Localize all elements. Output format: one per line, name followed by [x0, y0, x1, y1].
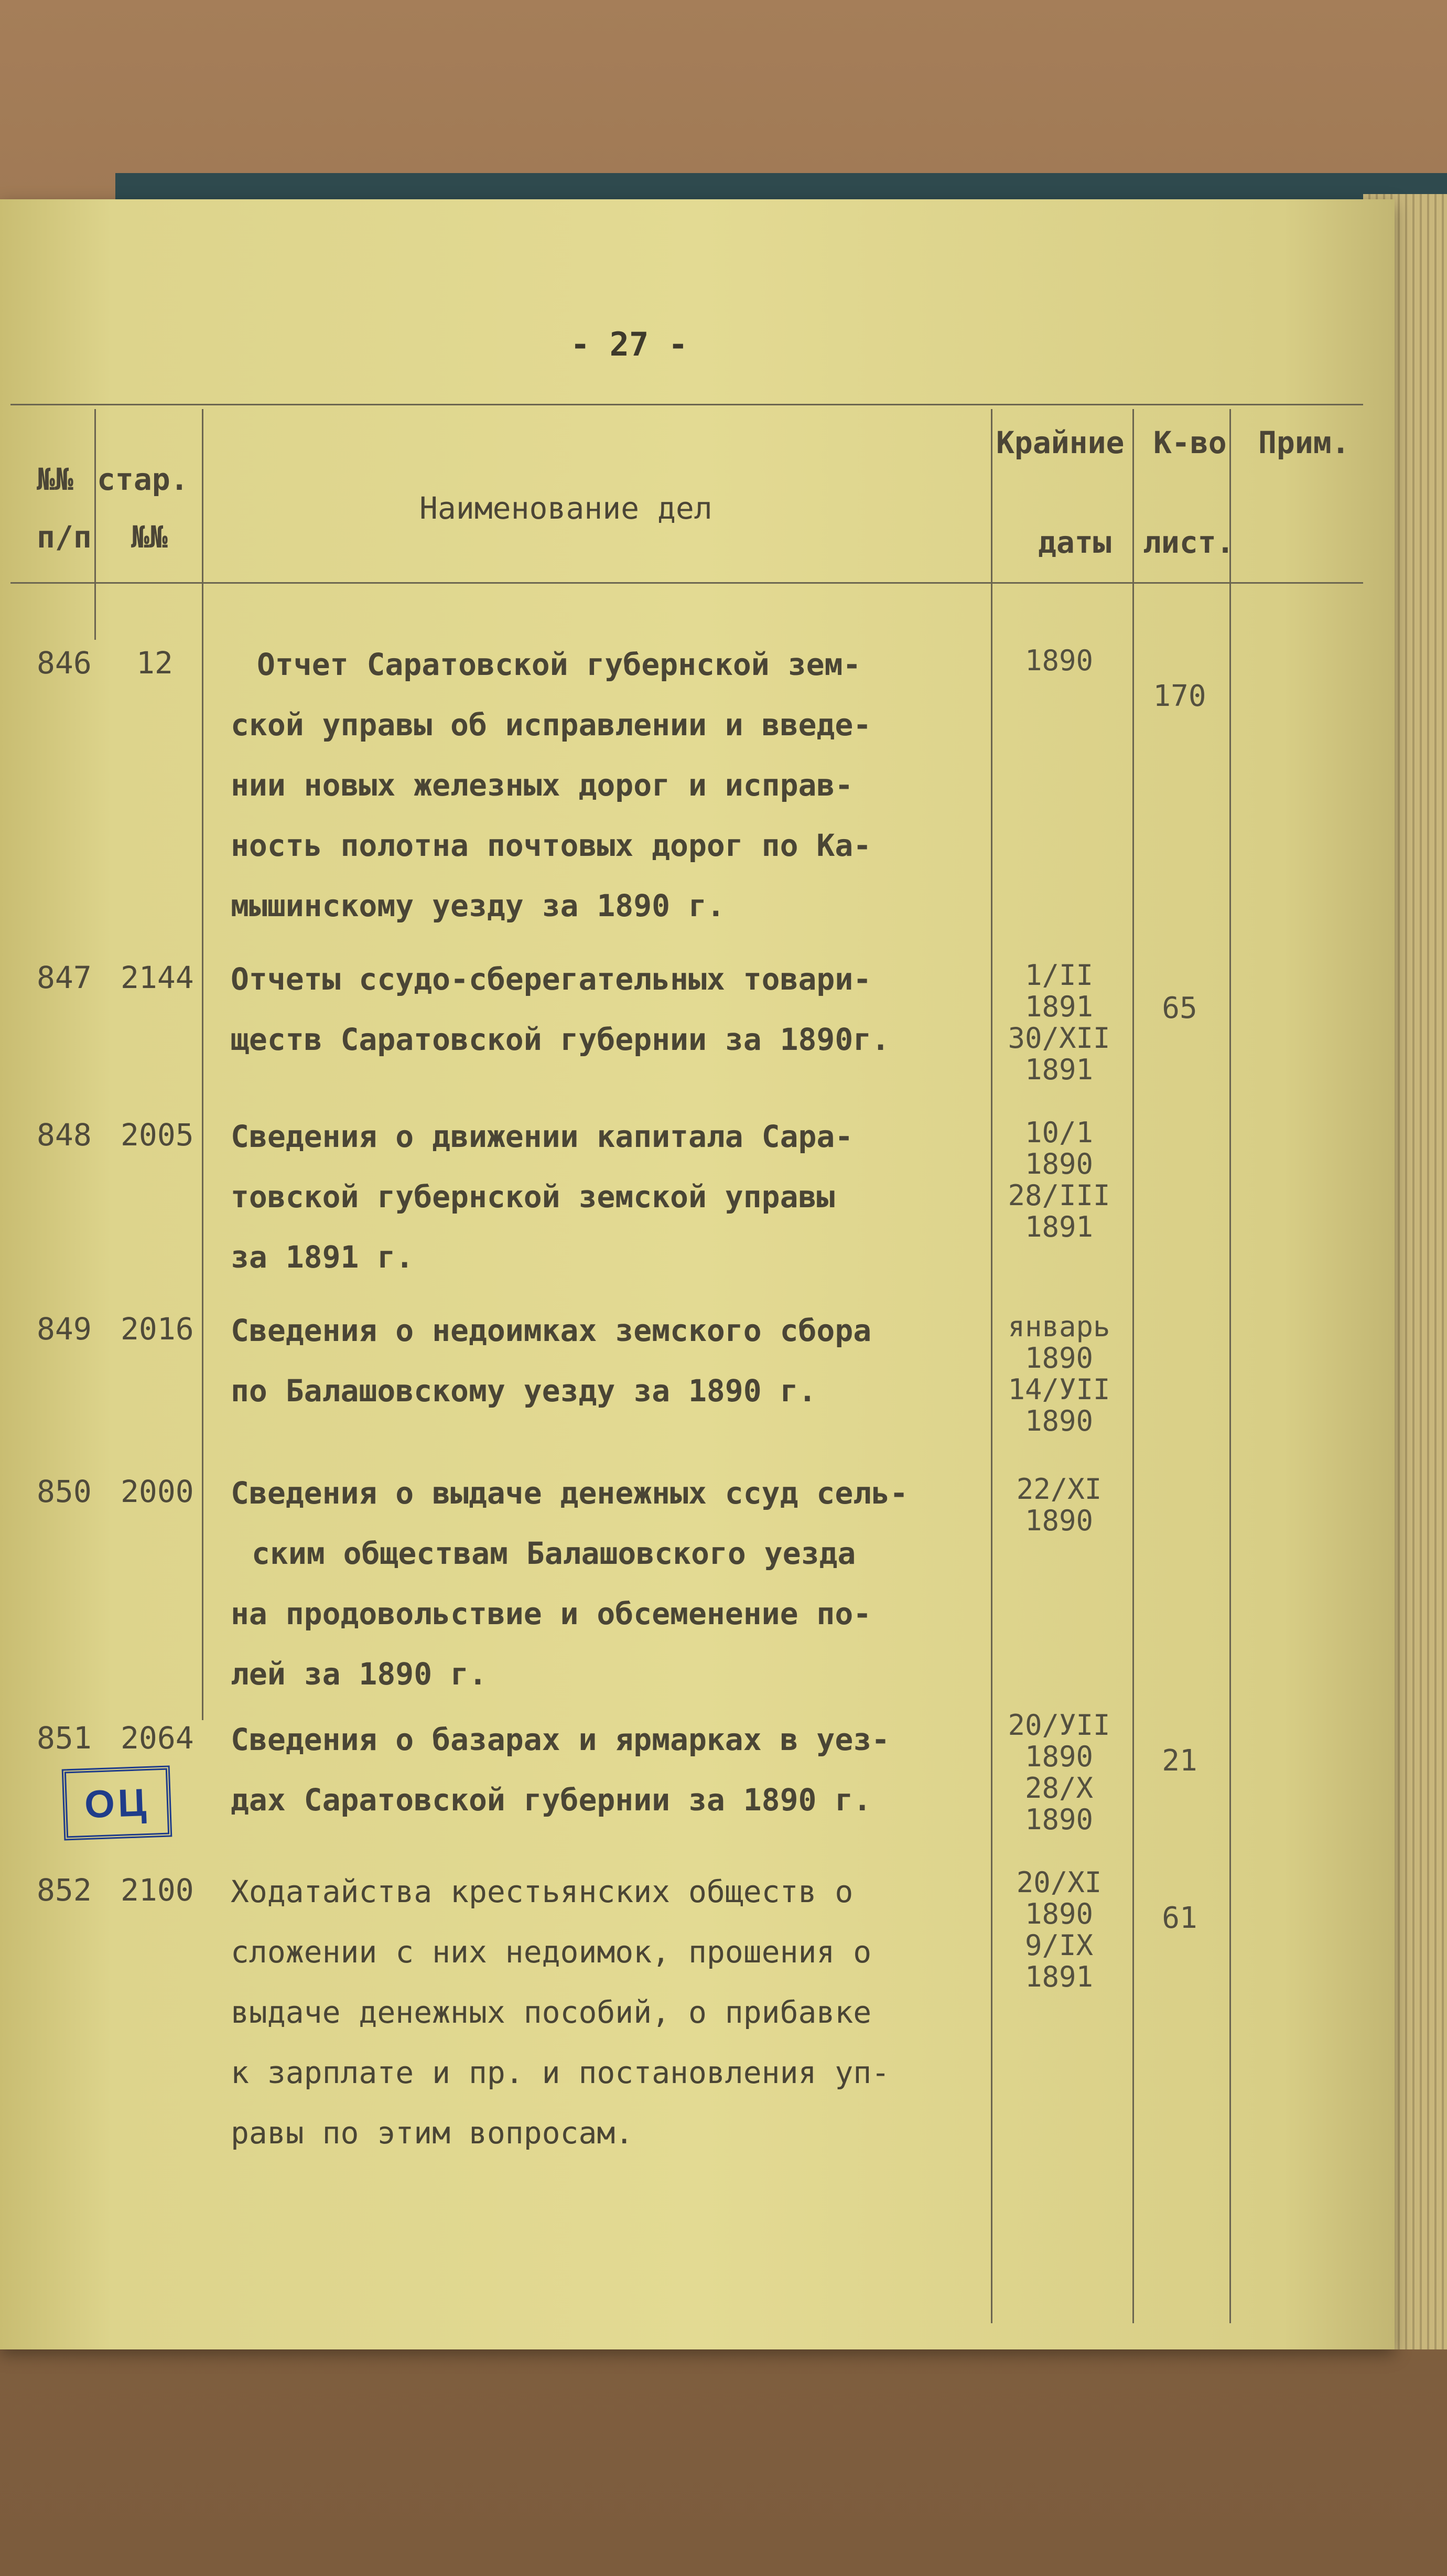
row-849-date: январь — [1008, 1310, 1110, 1343]
row-848-title-line: товской губернской земской управы — [231, 1179, 835, 1215]
row-847-dates — [999, 960, 1119, 1086]
header-num-line2: п/п — [37, 519, 92, 555]
row-850-date: 1890 — [1024, 1504, 1094, 1537]
row-846-title-line: ской управы об исправлении и введе- — [231, 707, 872, 743]
row-851-title — [231, 1710, 991, 1830]
row-852-title-line: сложении с них недоимок, прошения о — [231, 1934, 872, 1970]
header-top-rule — [10, 404, 1363, 405]
row-848-title-line: за 1891 г. — [231, 1239, 414, 1275]
row-851-date: 1890 — [1024, 1803, 1094, 1836]
row-851-sheets: 21 — [1162, 1744, 1197, 1778]
row-852-old: 2100 — [121, 1872, 194, 1908]
col-rule-3 — [991, 409, 992, 2323]
row-847-old: 2144 — [121, 960, 194, 995]
row-847-title-line: Отчеты ссудо-сберегательных товари- — [231, 961, 872, 997]
row-846-date: 1890 — [1024, 644, 1094, 677]
row-848-num: 848 — [37, 1117, 92, 1153]
row-851-title-line: дах Саратовской губернии за 1890 г. — [231, 1782, 872, 1818]
header-num-line1: №№ — [37, 461, 73, 497]
row-851-date: 20/УII — [1008, 1709, 1110, 1742]
row-846-sheets: 170 — [1153, 679, 1206, 713]
col-rule-4 — [1132, 409, 1134, 2323]
row-852-date: 1890 — [1024, 1897, 1094, 1930]
row-849-old: 2016 — [121, 1311, 194, 1347]
row-847-date: 1/II — [1024, 959, 1094, 992]
row-848-title — [231, 1107, 991, 1287]
row-851-old: 2064 — [121, 1720, 194, 1756]
row-846-title-line: мышинскому уезду за 1890 г. — [231, 888, 725, 924]
row-849-title — [231, 1301, 991, 1421]
row-850-dates — [999, 1474, 1119, 1537]
row-847-title-line: ществ Саратовской губернии за 1890г. — [231, 1022, 890, 1057]
row-852-title-line: выдаче денежных пособий, о прибавке — [231, 1994, 872, 2030]
row-847-num: 847 — [37, 960, 92, 995]
row-847-sheets: 65 — [1162, 991, 1197, 1025]
header-notes: Прим. — [1258, 425, 1350, 460]
row-852-sheets: 61 — [1162, 1901, 1197, 1935]
header-old-line2: №№ — [131, 519, 168, 555]
row-852-title-line: Ходатайства крестьянских обществ о — [231, 1874, 854, 1909]
col-rule-5 — [1229, 409, 1231, 2323]
row-847-title — [231, 949, 991, 1070]
col-rule-2 — [202, 409, 203, 1720]
row-852-num: 852 — [37, 1872, 92, 1908]
row-846-num: 846 — [37, 645, 92, 681]
row-847-date: 30/XII — [1008, 1022, 1110, 1055]
row-850-title-line: ским обществам Балашовского уезда — [252, 1536, 856, 1571]
row-848-date: 1890 — [1024, 1147, 1094, 1180]
row-848-date: 1891 — [1024, 1210, 1094, 1243]
row-849-date: 1890 — [1024, 1404, 1094, 1437]
row-850-date: 22/XI — [1016, 1473, 1102, 1506]
row-852-date: 9/IX — [1024, 1929, 1094, 1962]
header-sheets-line2: лист. — [1143, 524, 1235, 560]
row-852-date: 20/XI — [1016, 1866, 1102, 1899]
row-848-dates — [999, 1117, 1119, 1243]
row-847-date: 1891 — [1024, 1053, 1094, 1086]
row-849-title-line: Сведения о недоимках земского сбора — [231, 1313, 872, 1348]
row-848-title-line: Сведения о движении капитала Сара- — [231, 1119, 854, 1154]
row-849-dates — [999, 1311, 1119, 1437]
row-852-title-line: к зарплате и пр. и постановления уп- — [231, 2055, 890, 2090]
row-849-title-line: по Балашовскому уезду за 1890 г. — [231, 1373, 817, 1409]
row-846-title-line: нии новых железных дорог и исправ- — [231, 767, 854, 803]
row-848-old: 2005 — [121, 1117, 194, 1153]
row-849-num: 849 — [37, 1311, 92, 1347]
row-850-old: 2000 — [121, 1474, 194, 1509]
row-851-dates — [999, 1710, 1119, 1836]
row-850-title-line: Сведения о выдаче денежных ссуд сель- — [231, 1475, 909, 1511]
header-name: Наименование дел — [419, 490, 712, 526]
row-852-title-line: равы по этим вопросам. — [231, 2115, 634, 2151]
row-847-date: 1891 — [1024, 990, 1094, 1023]
row-846-title-line: Отчет Саратовской губернской зем- — [257, 647, 861, 682]
row-848-date: 28/III — [1008, 1179, 1110, 1212]
row-852-title — [231, 1862, 991, 2163]
row-850-title-line: лей за 1890 г. — [231, 1656, 487, 1692]
page-number: - 27 - — [570, 325, 688, 363]
header-dates-line2: даты — [1038, 524, 1111, 560]
row-849-date: 1890 — [1024, 1341, 1094, 1375]
row-846-title — [231, 635, 991, 936]
header-bottom-rule — [10, 582, 1363, 584]
row-850-num: 850 — [37, 1474, 92, 1509]
header-dates-line1: Крайние — [996, 425, 1125, 460]
row-852-date: 1891 — [1024, 1960, 1094, 1993]
row-851-date: 28/X — [1024, 1772, 1094, 1805]
row-846-old: 12 — [136, 645, 173, 681]
row-851-num: 851 — [37, 1720, 92, 1756]
row-851-date: 1890 — [1024, 1740, 1094, 1773]
row-849-date: 14/УII — [1008, 1373, 1110, 1406]
row-846-title-line: ность полотна почтовых дорог по Ка- — [231, 828, 872, 863]
row-852-dates — [999, 1867, 1119, 1993]
archive-stamp: ОЦ — [62, 1765, 172, 1840]
row-848-date: 10/1 — [1024, 1116, 1094, 1149]
row-850-title — [231, 1463, 991, 1704]
row-850-title-line: на продовольствие и обсеменение по- — [231, 1596, 872, 1632]
col-rule-1 — [94, 409, 96, 640]
row-846-dates — [999, 645, 1119, 677]
header-old-line1: стар. — [97, 461, 189, 497]
header-sheets-line1: К-во — [1153, 425, 1227, 460]
row-851-title-line: Сведения о базарах и ярмарках в уез- — [231, 1722, 890, 1757]
